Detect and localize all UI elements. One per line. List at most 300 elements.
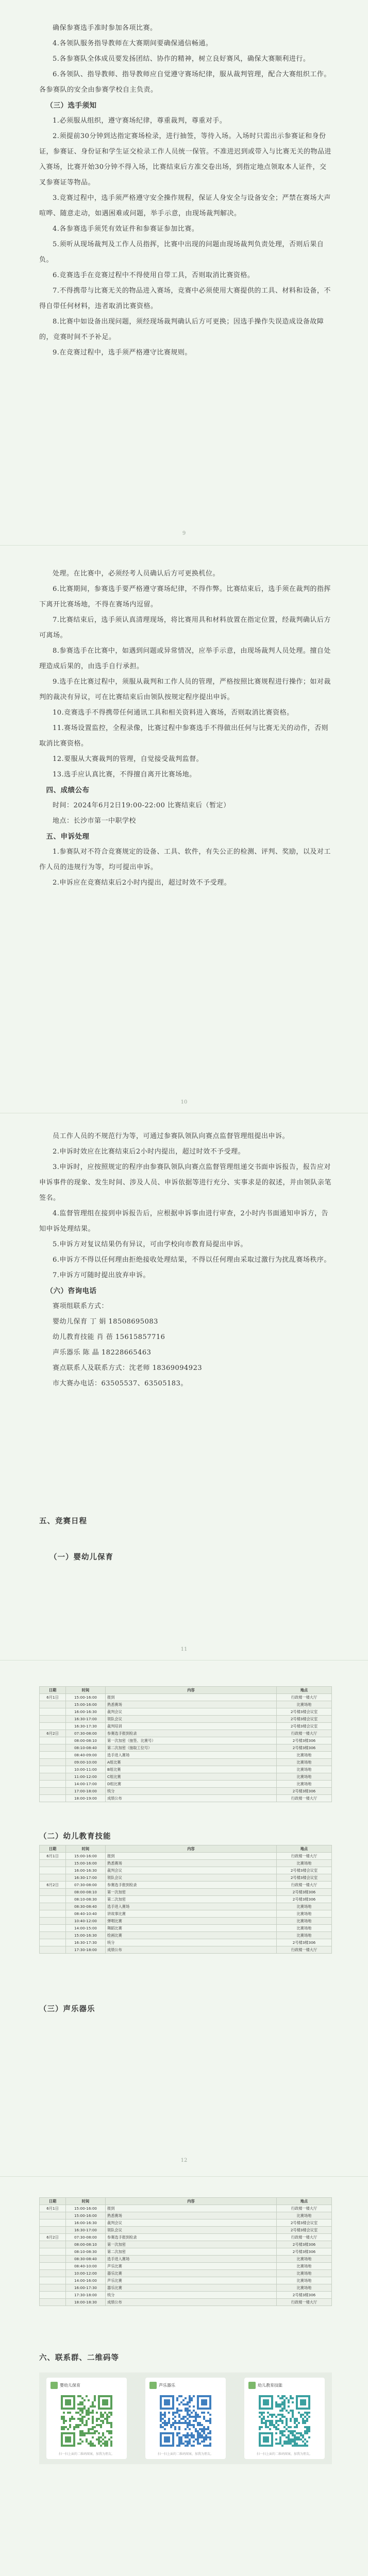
table-row bbox=[40, 1910, 332, 1918]
table-cell: 报到 bbox=[106, 1853, 277, 1860]
table-cell bbox=[40, 2227, 66, 2234]
table-cell: D组比赛 bbox=[106, 1781, 277, 1788]
table-row bbox=[40, 1903, 332, 1910]
table-cell: 第二次加密（抽取工位号） bbox=[106, 1744, 277, 1752]
table-cell: 08:40-10:00 bbox=[66, 2263, 106, 2270]
table-cell bbox=[40, 1867, 66, 1874]
table-row bbox=[40, 2263, 332, 2270]
table-cell: 第一次加密（抽签、比赛号） bbox=[106, 1737, 277, 1744]
table-cell: 第一次加密 bbox=[106, 2241, 277, 2248]
table-cell: 绘画比赛 bbox=[106, 1932, 277, 1939]
table-cell: 比赛场地 bbox=[277, 1860, 332, 1867]
table-cell bbox=[40, 1925, 66, 1932]
table-cell: 讲故事比赛 bbox=[106, 1910, 277, 1918]
table-cell: B组比赛 bbox=[106, 1766, 277, 1773]
table-row bbox=[40, 1716, 332, 1723]
table-row bbox=[40, 1730, 332, 1737]
paragraph: 2.须提前30分钟到达指定赛场检录，进行抽签，等待入场。入场时只需出示参赛证和身份证，参赛证、身份证和学生证交检录工作人员统一保管。不准进迟到或带入与比赛无关的物品进入赛场，比赛开始30分钟不得入场，比赛结束后方准交卷出场，到指定地点领取本人证件，交叉参赛证等物品。 bbox=[39, 132, 332, 187]
table-cell: 第二次加密 bbox=[106, 1896, 277, 1903]
table-row bbox=[40, 2256, 332, 2263]
table-cell: 领队会议 bbox=[106, 1874, 277, 1882]
table-cell: 弹唱比赛 bbox=[106, 1918, 277, 1925]
table-cell: 6月1日 bbox=[40, 1853, 66, 1860]
table-cell: 第一次加密 bbox=[106, 1889, 277, 1896]
table-cell: 16:30-17:00 bbox=[66, 2227, 106, 2234]
table-cell: 比赛场地 bbox=[277, 1773, 332, 1781]
schedule-table-vocal-instrumental bbox=[39, 2197, 332, 2306]
table-cell: 行政楼一楼大厅 bbox=[277, 1730, 332, 1737]
table-cell: 14:00-16:00 bbox=[66, 2277, 106, 2284]
table-cell: 比赛场地 bbox=[277, 1925, 332, 1932]
paragraph: 12.要服从大赛裁判的管理，自觉接受裁判监督。 bbox=[53, 755, 204, 763]
table-cell: 成绩公布 bbox=[106, 2299, 277, 2306]
table-header-row bbox=[40, 2198, 332, 2205]
table-cell: 16:00-16:30 bbox=[66, 1867, 106, 1874]
page-3-text bbox=[39, 1129, 332, 1392]
table-cell: 比赛场地 bbox=[277, 1752, 332, 1759]
table-cell: 08:10-08:30 bbox=[66, 2248, 106, 2256]
table-cell: 熟悉赛场 bbox=[106, 2212, 277, 2219]
paragraph: 员工作人员的不规范行为等，可通过参赛队领队向赛点监督管理组提出申诉。 bbox=[53, 1132, 290, 1140]
table-cell bbox=[40, 1918, 66, 1925]
table-cell: 16:30-17:00 bbox=[66, 1716, 106, 1723]
table-row bbox=[40, 1896, 332, 1903]
table-cell: C组比赛 bbox=[106, 1773, 277, 1781]
table-row bbox=[40, 1744, 332, 1752]
table-cell: 07:30-08:00 bbox=[66, 1730, 106, 1737]
table-cell: 16:30-17:30 bbox=[66, 1939, 106, 1946]
section-heading: 四、成绩公布 bbox=[46, 786, 90, 794]
table-cell: 08:30-08:40 bbox=[66, 2256, 106, 2263]
table-row bbox=[40, 1759, 332, 1766]
qr-card-title: 声乐器乐 bbox=[159, 2383, 175, 2388]
table-cell: 声乐比赛 bbox=[106, 2263, 277, 2270]
paragraph: 幼儿教育技能 肖 蓓 15615857716 bbox=[53, 1333, 165, 1341]
table-cell: 08:00-08:10 bbox=[66, 1889, 106, 1896]
table-cell: 2号楼3楼会议室 bbox=[277, 2227, 332, 2234]
table-cell: 第二次加密 bbox=[106, 2248, 277, 2256]
group-avatar bbox=[248, 2382, 256, 2389]
table-header-row bbox=[40, 1687, 332, 1694]
group-avatar bbox=[149, 2382, 157, 2389]
table-cell bbox=[40, 1874, 66, 1882]
table-cell: 领队会议 bbox=[106, 2227, 277, 2234]
column-header: 时间 bbox=[66, 1687, 106, 1694]
paragraph: 10.竞赛选手不得携带任何通讯工具和相关资料进入赛场，否则取消比赛资格。 bbox=[53, 709, 294, 717]
table-cell: 比赛场地 bbox=[277, 2263, 332, 2270]
table-cell: 器乐比赛 bbox=[106, 2284, 277, 2292]
paragraph: 赛点联系人及联系方式：沈老师 18369094923 bbox=[53, 1364, 203, 1372]
table-cell: 器乐比赛 bbox=[106, 2270, 277, 2277]
table-row bbox=[40, 2292, 332, 2299]
document-page-1 bbox=[0, 0, 368, 545]
table-row bbox=[40, 1932, 332, 1939]
qr-card bbox=[244, 2378, 325, 2459]
table-cell: 2号楼3楼306 bbox=[277, 1889, 332, 1896]
table-cell: 比赛场地 bbox=[277, 2284, 332, 2292]
table-cell: 11:00-12:00 bbox=[66, 1773, 106, 1781]
table-row bbox=[40, 2234, 332, 2241]
table-row bbox=[40, 1708, 332, 1716]
table-row bbox=[40, 1853, 332, 1860]
table-row bbox=[40, 1946, 332, 1954]
section-heading: 五、申诉处理 bbox=[46, 833, 90, 841]
table-cell: 15:00-16:30 bbox=[66, 1932, 106, 1939]
table-cell: 比赛场地 bbox=[277, 2212, 332, 2219]
paragraph: 3.竞赛过程中，选手须严格遵守安全操作规程，保证人身安全与设备安全；严禁在赛场大声喧哗、随意走动，如遇困难或问题，举手示意，由现场裁判解决。 bbox=[39, 194, 331, 217]
table-cell: 熟悉赛场 bbox=[106, 1701, 277, 1708]
table-cell: 统分 bbox=[106, 1788, 277, 1795]
page-number: 12 bbox=[180, 2158, 188, 2163]
document-page-5 bbox=[0, 2177, 368, 2576]
qr-code-panel bbox=[39, 2372, 332, 2464]
table-cell: 行政楼一楼大厅 bbox=[277, 1853, 332, 1860]
table-cell: 16:30-17:00 bbox=[66, 1874, 106, 1882]
paragraph: 11.赛场设置监控，全程录像，比赛过程中参赛选手不得做出任何与比赛无关的动作，否则取消比赛资格。 bbox=[39, 724, 329, 748]
table-cell: 10:00-12:00 bbox=[66, 2270, 106, 2277]
table-cell: 成绩公布 bbox=[106, 1795, 277, 1802]
table-cell: 16:30-17:30 bbox=[66, 1723, 106, 1730]
paragraph: 9.选手在比赛过程中，须服从裁判和工作人员的管理，严格按照比赛规程进行操作；如对裁判的裁决有异议，可在比赛结束后由领队按规定程序提出申诉。 bbox=[39, 678, 331, 701]
subsection-title: （一）婴幼儿保育 bbox=[49, 1553, 113, 1562]
table-cell: 熟悉赛场 bbox=[106, 1860, 277, 1867]
paragraph: 8.比赛中如设备出现问题，须经现场裁判确认后方可更换；因选手操作失误造成设备故障的，竞赛时间不予补足。 bbox=[39, 318, 324, 341]
schedule-table-infant-care bbox=[39, 1686, 332, 1802]
table-cell: 声乐比赛 bbox=[106, 2277, 277, 2284]
table-row bbox=[40, 1925, 332, 1932]
table-cell: 比赛场地 bbox=[277, 1701, 332, 1708]
table-cell: 08:10-08:40 bbox=[66, 1744, 106, 1752]
paragraph: 7.比赛结束后，选手须认真清理现场，将比赛用具和材料放置在指定位置，经裁判确认后方可离场。 bbox=[39, 616, 331, 639]
table-row bbox=[40, 1773, 332, 1781]
subsection-title: （二）幼儿教育技能 bbox=[39, 1833, 111, 1841]
paragraph: 13.选手应认真比赛，不得擅自离开比赛场地。 bbox=[53, 771, 196, 778]
table-cell bbox=[40, 1708, 66, 1716]
table-cell bbox=[40, 1716, 66, 1723]
table-cell bbox=[40, 1701, 66, 1708]
table-cell: 16:00-16:30 bbox=[66, 2219, 106, 2227]
group-avatar bbox=[51, 2382, 58, 2389]
table-cell: 舞蹈比赛 bbox=[106, 1925, 277, 1932]
table-row bbox=[40, 1882, 332, 1889]
paragraph: 声乐器乐 陈 晶 18228665463 bbox=[53, 1349, 152, 1357]
table-cell: 裁判培训 bbox=[106, 1723, 277, 1730]
table-cell: 成绩公布 bbox=[106, 1946, 277, 1954]
table-cell: 08:10-08:30 bbox=[66, 1896, 106, 1903]
document-page-4 bbox=[0, 1660, 368, 2176]
schedule-table-preschool-skills bbox=[39, 1845, 332, 1954]
page-number: 11 bbox=[180, 1647, 188, 1652]
table-cell bbox=[40, 1788, 66, 1795]
table-cell: 报到 bbox=[106, 1694, 277, 1701]
paragraph: 1.必须服从组织，遵守赛场纪律，尊重裁判，尊重对手。 bbox=[53, 117, 227, 125]
table-cell: 行政楼一楼大厅 bbox=[277, 1946, 332, 1954]
paragraph: 3.申诉时，应按照规定的程序由参赛队领队向赛点监督管理组递交书面申诉报告，报告应对申诉事件的现象、发生时间、涉及人员、申诉依据等进行充分、实事求是的叙述，并由领队亲笔签名。 bbox=[39, 1163, 332, 1202]
table-row bbox=[40, 1694, 332, 1701]
table-cell: 2号楼3楼306 bbox=[277, 2248, 332, 2256]
table-cell bbox=[40, 1781, 66, 1788]
table-cell: 比赛场地 bbox=[277, 2277, 332, 2284]
paragraph: 2.申诉时效应在比赛结束后2小时内提出，超过时效不予受理。 bbox=[53, 1148, 245, 1156]
table-cell: 6月1日 bbox=[40, 1694, 66, 1701]
table-cell bbox=[40, 2292, 66, 2299]
column-header: 地点 bbox=[277, 2198, 332, 2205]
column-header: 日期 bbox=[40, 1845, 66, 1853]
table-cell bbox=[40, 1946, 66, 1954]
qr-caption: 扫一扫上面的二维码图案，加我为朋友。 bbox=[157, 2452, 213, 2456]
table-cell: 比赛场地 bbox=[277, 1918, 332, 1925]
table-cell bbox=[40, 1759, 66, 1766]
table-cell bbox=[40, 1795, 66, 1802]
table-row bbox=[40, 1752, 332, 1759]
paragraph: 确保参赛选手准时参加各项比赛。 bbox=[53, 24, 157, 32]
paragraph: 5.须听从现场裁判及工作人员指挥，比赛中出现的问题由现场裁判负责处理，否则后果自负。 bbox=[39, 241, 324, 264]
table-cell: 比赛场地 bbox=[277, 1766, 332, 1773]
table-cell: 统分 bbox=[106, 2292, 277, 2299]
table-row bbox=[40, 2241, 332, 2248]
qr-code-image[interactable] bbox=[160, 2395, 211, 2447]
table-cell bbox=[40, 2284, 66, 2292]
table-cell: 参赛选手报到检录 bbox=[106, 1730, 277, 1737]
table-row bbox=[40, 1737, 332, 1744]
table-cell: 2号楼3楼会议室 bbox=[277, 1867, 332, 1874]
paragraph: 处理。在比赛中，必须经考人员确认后方可更换机位。 bbox=[53, 570, 220, 578]
paragraph: 2.申诉应在竞赛结束后2小时内提出，超过时效不予受理。 bbox=[53, 879, 231, 887]
table-cell: 18:00-18:30 bbox=[66, 2299, 106, 2306]
table-cell: 15:00-16:00 bbox=[66, 1694, 106, 1701]
column-header: 地点 bbox=[277, 1687, 332, 1694]
qr-code-image[interactable] bbox=[259, 2395, 310, 2447]
table-cell: 08:40-09:00 bbox=[66, 1752, 106, 1759]
table-cell: 6月2日 bbox=[40, 1882, 66, 1889]
table-cell: 16:00-17:30 bbox=[66, 2284, 106, 2292]
table-cell: 行政楼一楼大厅 bbox=[277, 2205, 332, 2212]
table-cell bbox=[40, 2263, 66, 2270]
column-header: 时间 bbox=[66, 1845, 106, 1853]
document-page-3 bbox=[0, 1113, 368, 1659]
table-cell bbox=[40, 2212, 66, 2219]
column-header: 时间 bbox=[66, 2198, 106, 2205]
table-cell bbox=[40, 1910, 66, 1918]
table-row bbox=[40, 2284, 332, 2292]
table-cell: 10:00-11:00 bbox=[66, 1766, 106, 1773]
table-cell bbox=[40, 1737, 66, 1744]
qr-card-title: 幼儿教育技能 bbox=[258, 2383, 282, 2388]
paragraph: 6.各领队、指导教师、指导教师应自觉遵守赛场纪律，服从裁判管理，配合大赛组织工作。各参赛队的安全由参赛学校自主负责。 bbox=[39, 71, 331, 94]
paragraph: 地点：长沙市第一中职学校 bbox=[53, 817, 137, 825]
qr-card-title: 婴幼儿保育 bbox=[60, 2383, 80, 2388]
table-cell: 比赛场地 bbox=[277, 2256, 332, 2263]
table-row bbox=[40, 1889, 332, 1896]
table-cell: 14:00-15:00 bbox=[66, 1925, 106, 1932]
paragraph: 9.在竞赛过程中，选手须严格遵守比赛规则。 bbox=[53, 349, 192, 357]
table-cell: 行政楼一楼大厅 bbox=[277, 2234, 332, 2241]
table-cell bbox=[40, 2299, 66, 2306]
table-cell bbox=[40, 1773, 66, 1781]
table-cell: 行政楼一楼大厅 bbox=[277, 1795, 332, 1802]
table-row bbox=[40, 1788, 332, 1795]
table-cell bbox=[40, 1903, 66, 1910]
table-cell: 08:00-08:10 bbox=[66, 2241, 106, 2248]
qr-card bbox=[46, 2378, 127, 2459]
paragraph: 4.监督管理组在接到申诉报告后，应根据申诉事由进行审查，2小时内书面通知申诉方，告知申诉处理结果。 bbox=[39, 1210, 329, 1233]
table-cell: 08:00-08:10 bbox=[66, 1737, 106, 1744]
table-row bbox=[40, 2248, 332, 2256]
table-cell bbox=[40, 1752, 66, 1759]
column-header: 内容 bbox=[106, 1687, 277, 1694]
table-cell bbox=[40, 1939, 66, 1946]
paragraph: 8.参赛选手在比赛中，如遇到问题或异常情况，应举手示意，由现场裁判人员处理。擅自处理造成后果的，由选手自行承担。 bbox=[39, 647, 331, 670]
table-cell: 2号楼3楼306 bbox=[277, 1896, 332, 1903]
table-cell: 参赛选手报到检录 bbox=[106, 1882, 277, 1889]
paragraph: 4.各参赛选手须凭有效证件和参赛证参加比赛。 bbox=[53, 225, 199, 233]
table-header-row bbox=[40, 1845, 332, 1853]
table-cell: 比赛场地 bbox=[277, 1910, 332, 1918]
table-cell: 2号楼3楼会议室 bbox=[277, 1716, 332, 1723]
paragraph: 5.申诉方对复议结果仍有异议，可由学校向市教育局提出申诉。 bbox=[53, 1241, 247, 1248]
table-cell: 比赛场地 bbox=[277, 1759, 332, 1766]
table-cell: 2号楼3楼306 bbox=[277, 1939, 332, 1946]
paragraph: 赛项组联系方式： bbox=[53, 1302, 109, 1310]
table-row bbox=[40, 2219, 332, 2227]
table-cell: 行政楼一楼大厅 bbox=[277, 1694, 332, 1701]
paragraph: 1.参赛队对不符合竞赛规定的设备、工具、软件，有失公正的检测、评判、奖励，以及对工作人员的违规行为等，均可提出申诉。 bbox=[39, 848, 331, 871]
table-cell bbox=[40, 1932, 66, 1939]
table-cell bbox=[40, 1896, 66, 1903]
table-row bbox=[40, 1701, 332, 1708]
paragraph: 6.申诉方不得以任何理由拒绝接收处理结果，不得以任何理由采取过激行为扰乱赛场秩序。 bbox=[53, 1256, 331, 1264]
table-row bbox=[40, 1723, 332, 1730]
table-row bbox=[40, 1795, 332, 1802]
table-row bbox=[40, 1939, 332, 1946]
table-cell: 14:00-17:00 bbox=[66, 1781, 106, 1788]
table-cell: 2号楼3楼会议室 bbox=[277, 2219, 332, 2227]
table-cell: 6月2日 bbox=[40, 1730, 66, 1737]
table-row bbox=[40, 2299, 332, 2306]
paragraph: 4.各领队服务指导教师在大赛期间要确保通信畅通。 bbox=[53, 40, 213, 47]
table-row bbox=[40, 1860, 332, 1867]
table-cell: 6月2日 bbox=[40, 2234, 66, 2241]
table-cell bbox=[40, 2270, 66, 2277]
table-cell: 比赛场地 bbox=[277, 1781, 332, 1788]
table-cell bbox=[40, 1889, 66, 1896]
section-title: 六、联系群、二维码等 bbox=[39, 2354, 119, 2362]
table-cell: 10:40-12:00 bbox=[66, 1918, 106, 1925]
table-cell: 行政楼一楼大厅 bbox=[277, 2299, 332, 2306]
table-cell: 09:00-10:00 bbox=[66, 1759, 106, 1766]
table-cell: 选手进入赛场 bbox=[106, 2256, 277, 2263]
column-header: 内容 bbox=[106, 1845, 277, 1853]
table-row bbox=[40, 1918, 332, 1925]
table-cell: 15:00-16:00 bbox=[66, 2212, 106, 2219]
section-heading: （六）咨询电话 bbox=[46, 1287, 97, 1295]
table-cell: 07:30-08:00 bbox=[66, 1882, 106, 1889]
document-page-2 bbox=[0, 546, 368, 1112]
table-cell: 15:00-16:00 bbox=[66, 1860, 106, 1867]
table-cell: 2号楼3楼306 bbox=[277, 2241, 332, 2248]
table-cell bbox=[40, 2256, 66, 2263]
table-cell: 2号楼3楼会议室 bbox=[277, 1708, 332, 1716]
qr-caption: 扫一扫上面的二维码图案，加我为朋友。 bbox=[58, 2452, 114, 2456]
table-cell bbox=[40, 1860, 66, 1867]
section-heading: （三）选手须知 bbox=[46, 101, 97, 110]
table-cell: 领队会议 bbox=[106, 1716, 277, 1723]
table-cell: 17:30-18:00 bbox=[66, 2292, 106, 2299]
table-cell: 行政楼一楼大厅 bbox=[277, 1882, 332, 1889]
table-cell: 2号楼3楼306 bbox=[277, 1737, 332, 1744]
paragraph: 时间：2024年6月2日19:00-22:00 比赛结束后（暂定） bbox=[53, 802, 230, 809]
table-cell: 2号楼3楼306 bbox=[277, 1744, 332, 1752]
page-number: 10 bbox=[180, 1099, 188, 1105]
page-1-text bbox=[39, 21, 332, 361]
table-cell: 15:00-16:00 bbox=[66, 2205, 106, 2212]
table-cell: 比赛场地 bbox=[277, 2270, 332, 2277]
column-header: 日期 bbox=[40, 2198, 66, 2205]
table-cell: 参赛选手报到检录 bbox=[106, 2234, 277, 2241]
table-cell: 17:00-18:00 bbox=[66, 1788, 106, 1795]
table-cell bbox=[40, 1744, 66, 1752]
table-cell bbox=[40, 2248, 66, 2256]
table-row bbox=[40, 2205, 332, 2212]
table-row bbox=[40, 1781, 332, 1788]
paragraph: 6.竞赛选手在竞赛过程中不得使用自带工具，否则取消比赛资格。 bbox=[53, 272, 255, 279]
table-cell bbox=[40, 2219, 66, 2227]
table-cell bbox=[40, 2241, 66, 2248]
qr-card bbox=[145, 2378, 226, 2459]
table-cell bbox=[40, 2277, 66, 2284]
qr-caption: 扫一扫上面的二维码图案，加我为朋友。 bbox=[256, 2452, 312, 2456]
paragraph: 6.比赛期间，参赛选手要严格遵守赛场纪律，不得作弊。比赛结束后，选手须在裁判的指挥下离开比赛场地，不得在赛场内逗留。 bbox=[39, 585, 331, 608]
table-row bbox=[40, 2212, 332, 2219]
table-cell: 裁判会议 bbox=[106, 1708, 277, 1716]
table-cell: 08:30-08:40 bbox=[66, 1903, 106, 1910]
table-cell: 18:00-19:00 bbox=[66, 1795, 106, 1802]
paragraph: 7.申诉方可随时提出放弃申诉。 bbox=[53, 1272, 150, 1279]
table-cell: 07:30-08:00 bbox=[66, 2234, 106, 2241]
table-cell: 比赛场地 bbox=[277, 1903, 332, 1910]
table-row bbox=[40, 2277, 332, 2284]
paragraph: 婴幼儿保育 丁 娟 18508695083 bbox=[53, 1318, 158, 1326]
column-header: 内容 bbox=[106, 2198, 277, 2205]
column-header: 地点 bbox=[277, 1845, 332, 1853]
table-row bbox=[40, 2270, 332, 2277]
table-cell: 2号楼3楼306 bbox=[277, 1788, 332, 1795]
table-cell: 17:30-18:00 bbox=[66, 1946, 106, 1954]
table-cell: 裁判会议 bbox=[106, 2219, 277, 2227]
paragraph: 市大赛办电话：63505537、63505183。 bbox=[53, 1380, 188, 1387]
page-number: 9 bbox=[182, 531, 186, 536]
table-row bbox=[40, 1766, 332, 1773]
table-cell: 选手进入赛场 bbox=[106, 1903, 277, 1910]
section-title: 五、竞赛日程 bbox=[39, 1517, 87, 1526]
table-cell: 15:00-16:00 bbox=[66, 1701, 106, 1708]
table-cell: 统分 bbox=[106, 1939, 277, 1946]
table-row bbox=[40, 1874, 332, 1882]
table-cell bbox=[40, 1723, 66, 1730]
table-cell: 报到 bbox=[106, 2205, 277, 2212]
table-cell: 08:40-10:40 bbox=[66, 1910, 106, 1918]
table-cell: A组比赛 bbox=[106, 1759, 277, 1766]
subsection-title: （三）声乐器乐 bbox=[39, 2005, 95, 2013]
table-cell: 6月1日 bbox=[40, 2205, 66, 2212]
table-cell: 2号楼3楼306 bbox=[277, 2292, 332, 2299]
table-cell bbox=[40, 1766, 66, 1773]
paragraph: 7.不得携带与比赛无关的物品进入赛场，竞赛中必须使用大赛提供的工具、材料和设备，不得自带任何材料，违者取消比赛资格。 bbox=[39, 287, 331, 310]
table-cell: 裁判会议 bbox=[106, 1867, 277, 1874]
table-cell: 15:00-16:00 bbox=[66, 1853, 106, 1860]
qr-code-image[interactable] bbox=[61, 2395, 112, 2447]
column-header: 日期 bbox=[40, 1687, 66, 1694]
